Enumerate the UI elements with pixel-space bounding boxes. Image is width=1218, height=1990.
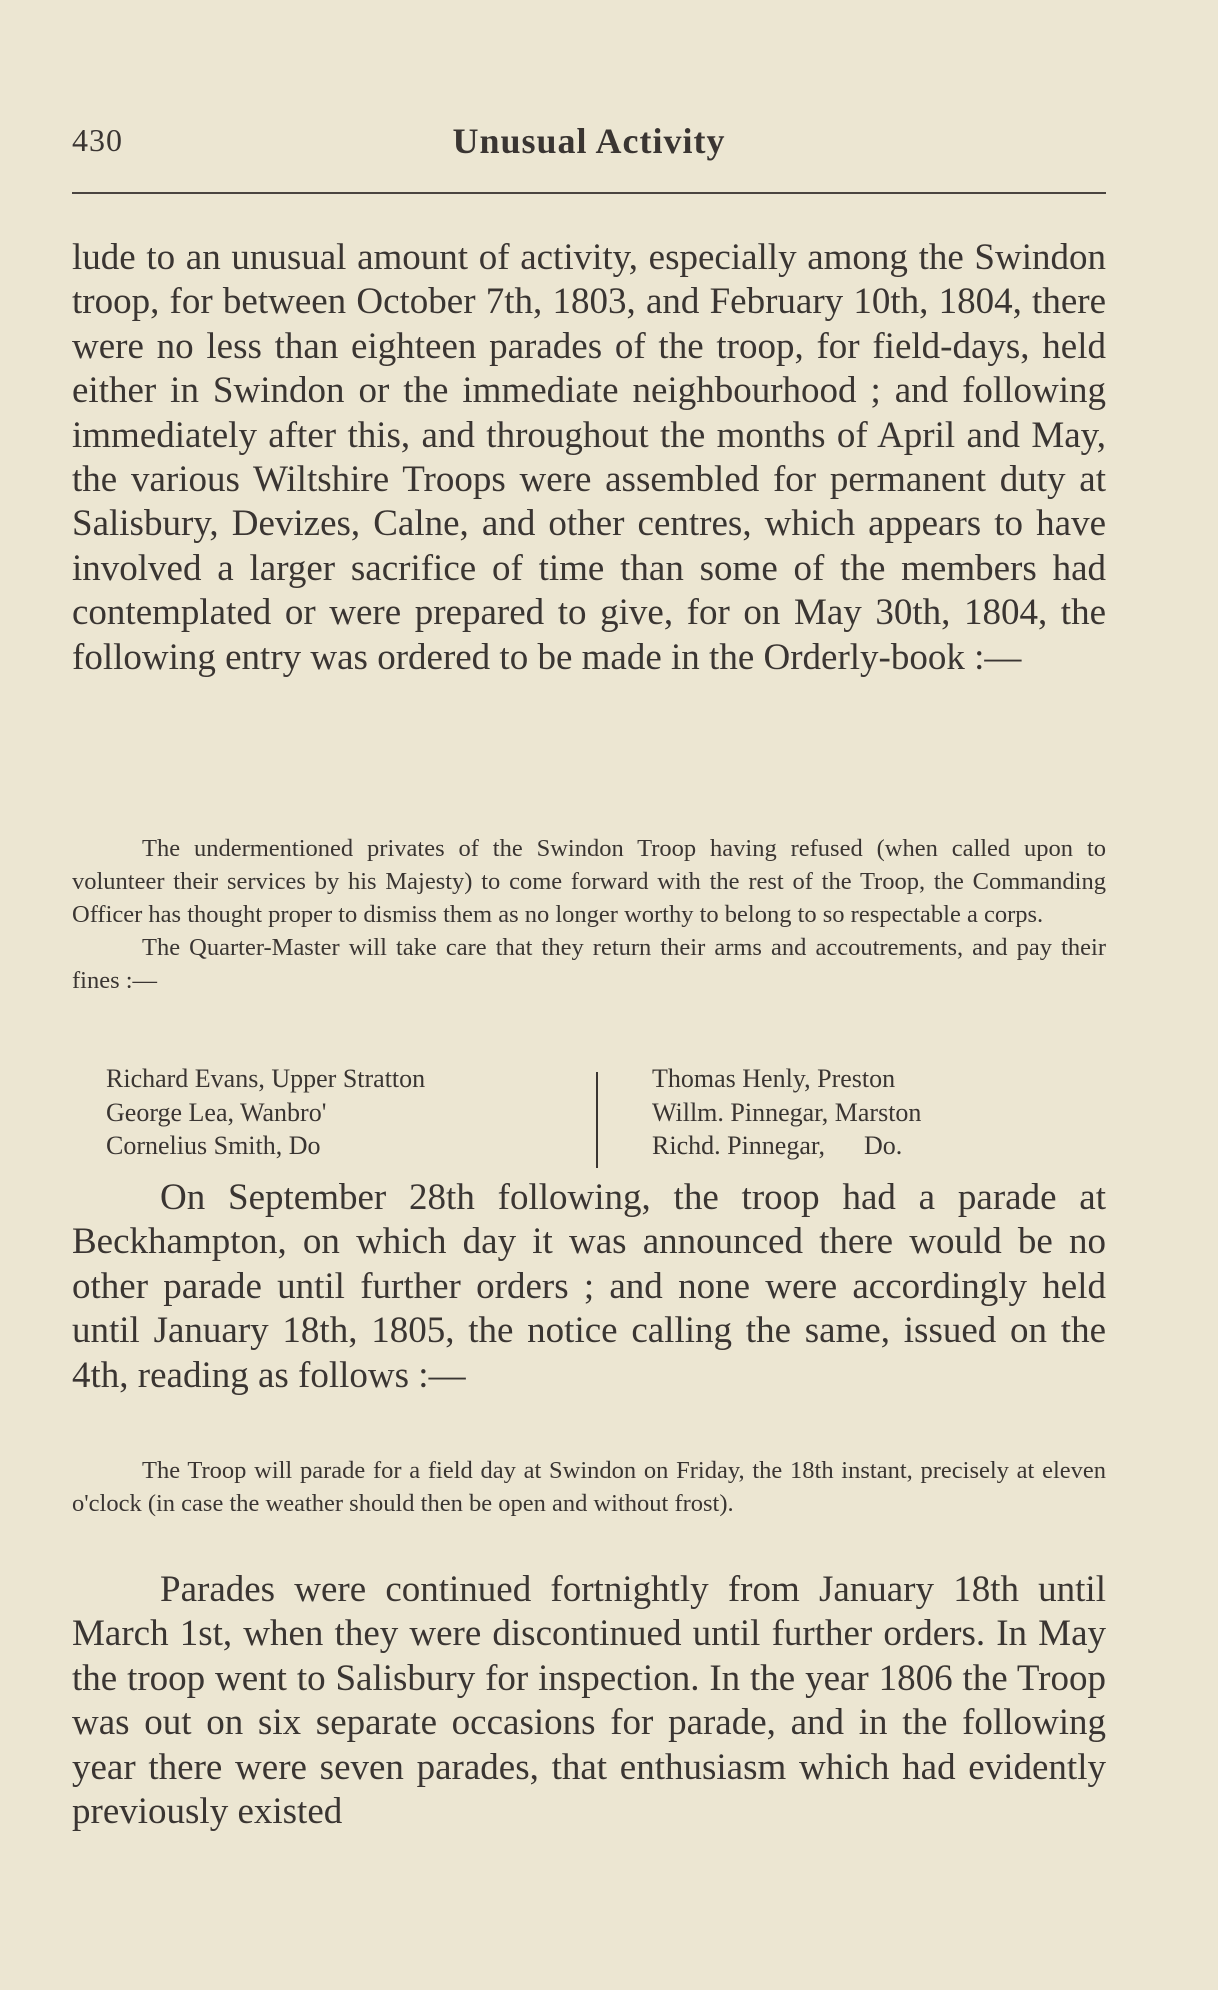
list-item: Richard Evans, Upper Stratton bbox=[106, 1064, 426, 1093]
paragraph-2-block bbox=[72, 1176, 1106, 1398]
notice-block bbox=[72, 1454, 1106, 1520]
paragraph: lude to an unusual amount of activity, especially among the Swindon troop, for between October 7th, 1803, and February 10th, 1804, there were no less than eighteen parades of the troop, for field-days, held either in Swindon or the immediate neighbourhood ; and following immediately after this, and throughout the months of April and May, the various Wiltshire Troops were assembled for permanent duty at Salisbury, Devizes, Calne, and other centres, which appears to have involved a larger sacrifice of time than some of the members had contemplated or were prepared to give, for on May 30th, 1804, the following entry was ordered to be made in the Orderly-book :— bbox=[72, 237, 1106, 678]
paragraph: On September 28th following, the troop had a parade at Beckhampton, on which day it was announced there would be no other parade until further orders ; and none were accordingly held until January 18th, 1805, the notice calling the same, issued on the 4th, reading as follows :— bbox=[72, 1177, 1106, 1396]
dismissed-privates-list bbox=[72, 1062, 1106, 1170]
column-divider bbox=[596, 1072, 598, 1168]
paragraph-3-block bbox=[72, 1568, 1106, 1834]
notice-text: The Troop will parade for a field day at Swindon on Friday, the 18th instant, precisely at eleven o'clock (in case the weather should then be open and without frost). bbox=[72, 1457, 1106, 1517]
names-column-left bbox=[106, 1062, 425, 1163]
running-title: Unusual Activity bbox=[452, 121, 726, 161]
list-item: George Lea, Wanbro' bbox=[106, 1097, 327, 1127]
page-number: 430 bbox=[72, 122, 123, 158]
header-rule bbox=[72, 192, 1106, 194]
list-item: Thomas Henly, Preston bbox=[652, 1064, 896, 1093]
order-text: The undermentioned privates of the Swindon Troop having refused (when called upon to volunteer their services by his Majesty) to come forward with the rest of the Troop, the Commanding Officer has thought proper to dismiss them as no longer worthy to belong to so respectable a corps. bbox=[72, 835, 1106, 928]
list-item: Richd. Pinnegar, Do. bbox=[652, 1131, 903, 1160]
list-item: Willm. Pinnegar, Marston bbox=[652, 1097, 922, 1127]
paragraph-1-block bbox=[72, 236, 1106, 680]
order-text: The Quarter-Master will take care that they return their arms and accoutrements, and pay their fines :— bbox=[72, 934, 1106, 994]
orderly-book-entry bbox=[72, 832, 1106, 997]
names-column-right bbox=[652, 1062, 921, 1163]
paragraph: Parades were continued fortnightly from January 18th until March 1st, when they were discontinued until further orders. In May the troop went to Salisbury for inspection. In the year 1806 the Troop was out on six separate occasions for parade, and in the following year there were seven parades, that enthusiasm which had evidently previously existed bbox=[72, 1569, 1106, 1833]
page-header bbox=[72, 122, 1106, 172]
list-item: Cornelius Smith, Do bbox=[106, 1131, 321, 1160]
